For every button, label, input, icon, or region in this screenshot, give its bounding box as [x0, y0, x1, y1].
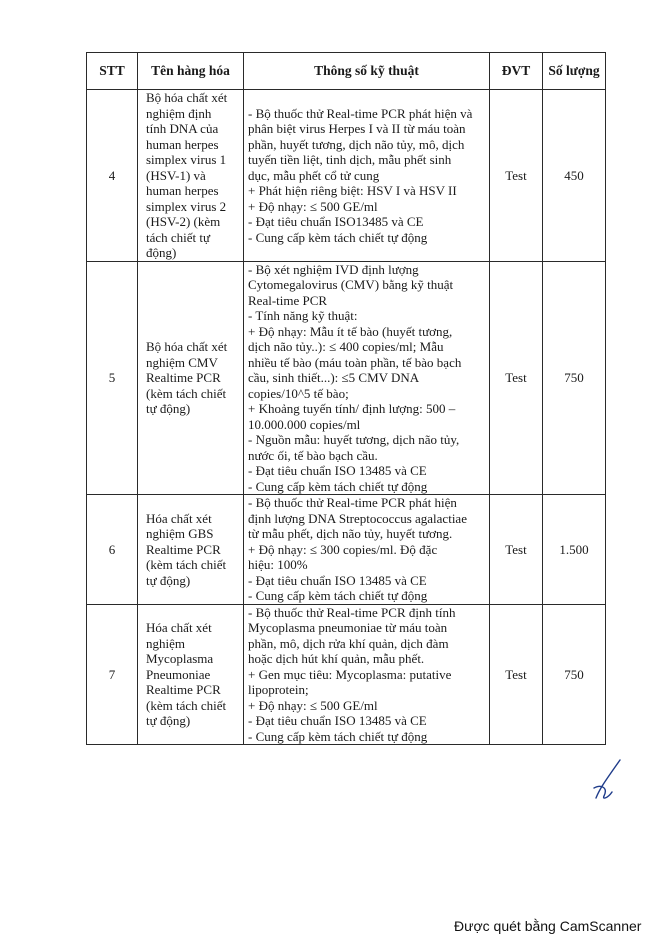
row-unit: Test — [490, 495, 543, 605]
row-unit: Test — [490, 604, 543, 745]
spec-line: Cytomegalovirus (CMV) bằng kỹ thuật — [248, 277, 454, 292]
row-item-name: Hóa chất xét nghiệm GBS Realtime PCR (kèm tách chiết tự động) — [138, 495, 244, 605]
spec-line: hiệu: 100% — [248, 557, 308, 572]
row-stt: 4 — [87, 90, 138, 262]
table-row — [87, 90, 606, 262]
row-spec — [244, 495, 490, 605]
row-stt: 6 — [87, 495, 138, 605]
row-quantity: 750 — [543, 604, 606, 745]
row-quantity: 750 — [543, 261, 606, 495]
spec-line: + Phát hiện riêng biệt: HSV I và HSV II — [248, 183, 457, 198]
row-spec — [244, 261, 490, 495]
spec-line: lipoprotein; — [248, 682, 309, 697]
spec-table — [86, 52, 606, 745]
spec-line: - Bộ thuốc thử Real-time PCR phát hiện và — [248, 105, 473, 121]
spec-line: - Bộ thuốc thử Real-time PCR định tính — [248, 604, 456, 620]
spec-line: Mycoplasma pneumoniae từ máu toàn — [248, 620, 448, 635]
spec-line: - Bộ thuốc thử Real-time PCR phát hiện — [248, 495, 457, 510]
table-row — [87, 604, 606, 745]
spec-line: - Đạt tiêu chuẩn ISO13485 và CE — [248, 214, 424, 229]
spec-line: phần, huyết tương, dịch não tủy, mô, dịch — [248, 136, 465, 152]
spec-line: + Khoảng tuyến tính/ định lượng: 500 – — [248, 401, 456, 416]
header-spec: Thông số kỹ thuật — [244, 53, 490, 90]
spec-line: cầu, sinh thiết...): ≤5 CMV DNA — [248, 370, 420, 385]
spec-line: định lượng DNA Streptococcus agalactiae — [248, 510, 467, 526]
table-row — [87, 261, 606, 495]
header-stt: STT — [87, 53, 138, 90]
spec-line: tuyến tiền liệt, tinh dịch, mẫu phết sinh — [248, 152, 452, 167]
spec-line: phần, mô, dịch rửa khí quản, dịch đàm — [248, 635, 449, 651]
spec-line: Real-time PCR — [248, 292, 328, 308]
spec-line: - Bộ xét nghiệm IVD định lượng — [248, 261, 419, 277]
spec-line: + Gen mục tiêu: Mycoplasma: putative — [248, 666, 452, 682]
row-unit: Test — [490, 261, 543, 495]
spec-line: 10.000.000 copies/ml — [248, 416, 361, 432]
spec-line: dục, mẫu phết cổ tử cung — [248, 167, 380, 183]
spec-line: nhiều tế bào (máu toàn phần, tế bào bạch — [248, 354, 462, 370]
spec-line: hoặc dịch hút khí quản, mẫu phết. — [248, 651, 425, 666]
row-item-name: Hóa chất xét nghiệm Mycoplasma Pneumoniae Realtime PCR (kèm tách chiết tự động) — [138, 604, 244, 745]
row-unit: Test — [490, 90, 543, 262]
signature-mark — [590, 758, 626, 804]
row-spec — [244, 90, 490, 262]
spec-line: + Độ nhạy: Mẫu ít tế bào (huyết tương, — [248, 323, 453, 339]
spec-line: - Đạt tiêu chuẩn ISO 13485 và CE — [248, 572, 427, 588]
row-item-name: Bộ hóa chất xét nghiệm CMV Realtime PCR (kèm tách chiết tự động) — [138, 261, 244, 495]
spec-line: - Cung cấp kèm tách chiết tự động — [248, 728, 428, 744]
table-header-row — [87, 53, 606, 90]
spec-line: phân biệt virus Herpes I và II từ máu toàn — [248, 121, 466, 136]
spec-line: nước ối, tế bào bạch cầu. — [248, 447, 378, 463]
camscanner-watermark: Được quét bằng CamScanner — [454, 918, 642, 934]
spec-line: - Nguồn mẫu: huyết tương, dịch não tủy, — [248, 432, 460, 447]
row-stt: 5 — [87, 261, 138, 495]
spec-line: - Cung cấp kèm tách chiết tự động — [248, 588, 428, 603]
table-row — [87, 495, 606, 605]
row-stt: 7 — [87, 604, 138, 745]
row-item-name: Bộ hóa chất xét nghiệm định tính DNA của human herpes simplex virus 1 (HSV-1) và human herpes simplex virus 2 (HSV-2) (kèm tách chiết tự động) — [138, 90, 244, 262]
header-unit: ĐVT — [490, 53, 543, 90]
header-item-name: Tên hàng hóa — [138, 53, 244, 90]
spec-line: copies/10^5 tế bào; — [248, 385, 349, 401]
spec-line: - Đạt tiêu chuẩn ISO 13485 và CE — [248, 463, 427, 478]
row-quantity: 1.500 — [543, 495, 606, 605]
spec-line: + Độ nhạy: ≤ 300 copies/ml. Độ đặc — [248, 541, 438, 557]
spec-line: - Cung cấp kèm tách chiết tự động — [248, 478, 428, 494]
header-quantity: Số lượng — [543, 53, 606, 90]
spec-line: + Độ nhạy: ≤ 500 GE/ml — [248, 198, 378, 214]
spec-line: - Cung cấp kèm tách chiết tự động — [248, 229, 428, 245]
spec-line: - Tính năng kỹ thuật: — [248, 308, 358, 323]
spec-line: từ mẫu phết, dịch não tủy, huyết tương. — [248, 526, 453, 541]
row-spec — [244, 604, 490, 745]
spec-line: + Độ nhạy: ≤ 500 GE/ml — [248, 697, 378, 713]
spec-line: - Đạt tiêu chuẩn ISO 13485 và CE — [248, 713, 427, 728]
spec-line: dịch não tủy..): ≤ 400 copies/ml; Mẫu — [248, 339, 444, 354]
row-quantity: 450 — [543, 90, 606, 262]
